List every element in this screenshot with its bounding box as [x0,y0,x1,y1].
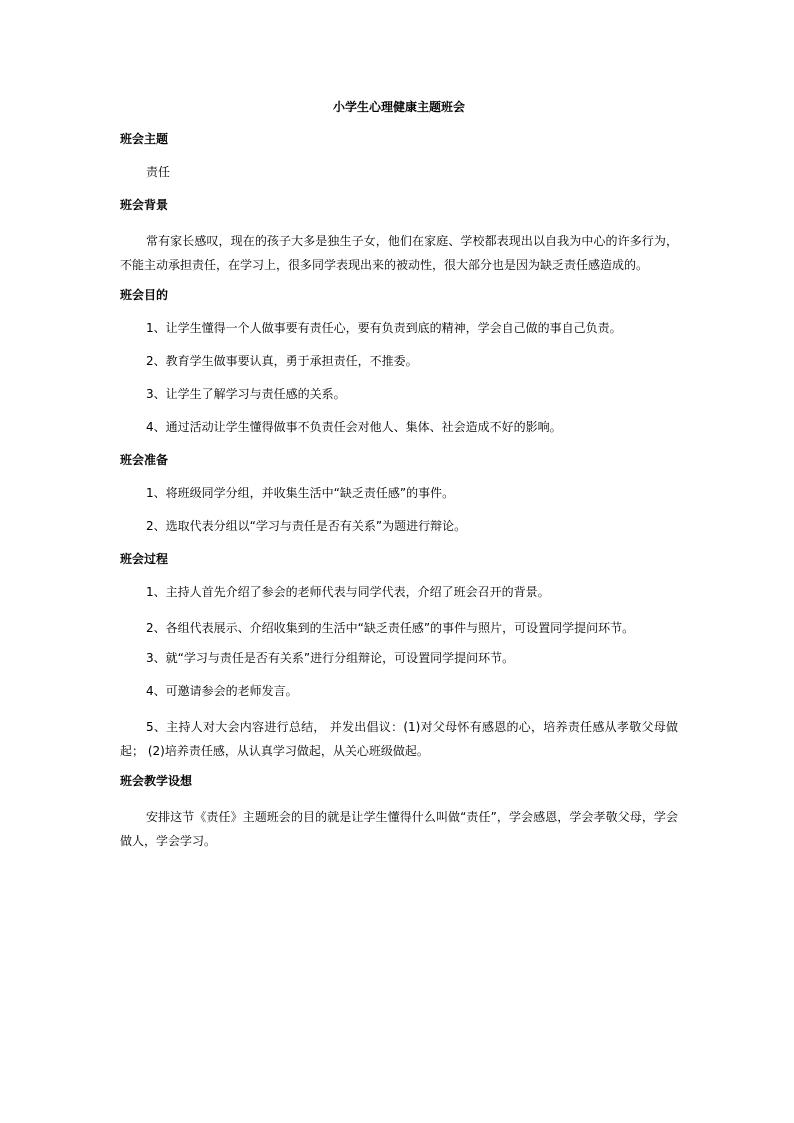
section-heading-purpose: 班会目的 [120,288,169,302]
preparation-item-2: 2、选取代表分组以“学习与责任是否有关系”为题进行辩论。 [146,519,467,533]
section-heading-preparation: 班会准备 [120,453,169,467]
process-item-3: 3、就“学习与责任是否有关系”进行分组辩论，可设置同学提问环节。 [146,651,515,665]
process-item-4: 4、可邀请参会的老师发言。 [146,684,298,698]
process-item-5: 5、主持人对大会内容进行总结， 并发出倡议：(1)对父母怀有感恩的心，培养责任感从孝敬父母做起； (2)培养责任感，从认真学习做起，从关心班级做起。 [120,720,678,758]
section-heading-process: 班会过程 [120,552,169,566]
purpose-item-3: 3、让学生了解学习与责任感的关系。 [146,387,346,401]
process-item-1: 1、主持人首先介绍了参会的老师代表与同学代表，介绍了班会召开的背景。 [146,585,550,599]
section-heading-teaching-plan: 班会教学设想 [120,774,193,788]
preparation-item-1: 1、将班级同学分组，并收集生活中“缺乏责任感”的事件。 [146,486,455,500]
process-item-2: 2、各组代表展示、介绍收集到的生活中“缺乏责任感”的事件与照片，可设置同学提问环节。 [146,621,635,635]
purpose-item-2: 2、教育学生做事要认真，勇于承担责任，不推委。 [146,354,418,368]
theme-paragraph: 责任 [146,165,171,179]
teaching-plan-paragraph: 安排这节《责任》主题班会的目的就是让学生懂得什么叫做“责任”，学会感恩，学会孝敬父母，学会做人，学会学习。 [120,810,678,848]
purpose-item-1: 1、让学生懂得一个人做事要有责任心，要有负责到底的精神，学会自己做的事自己负责。 [146,321,622,335]
section-heading-theme: 班会主题 [120,132,169,146]
document-title: 小学生心理健康主题班会 [332,100,465,114]
section-heading-background: 班会背景 [120,198,169,212]
purpose-item-4: 4、通过活动让学生懂得做事不负责任会对他人、集体、社会造成不好的影响。 [146,420,562,434]
background-paragraph: 常有家长感叹，现在的孩子大多是独生子女，他们在家庭、学校都表现出以自我为中心的许多行为，不能主动承担责任，在学习上，很多同学表现出来的被动性，很大部分也是因为缺乏责任感造成的。 [120,234,678,272]
